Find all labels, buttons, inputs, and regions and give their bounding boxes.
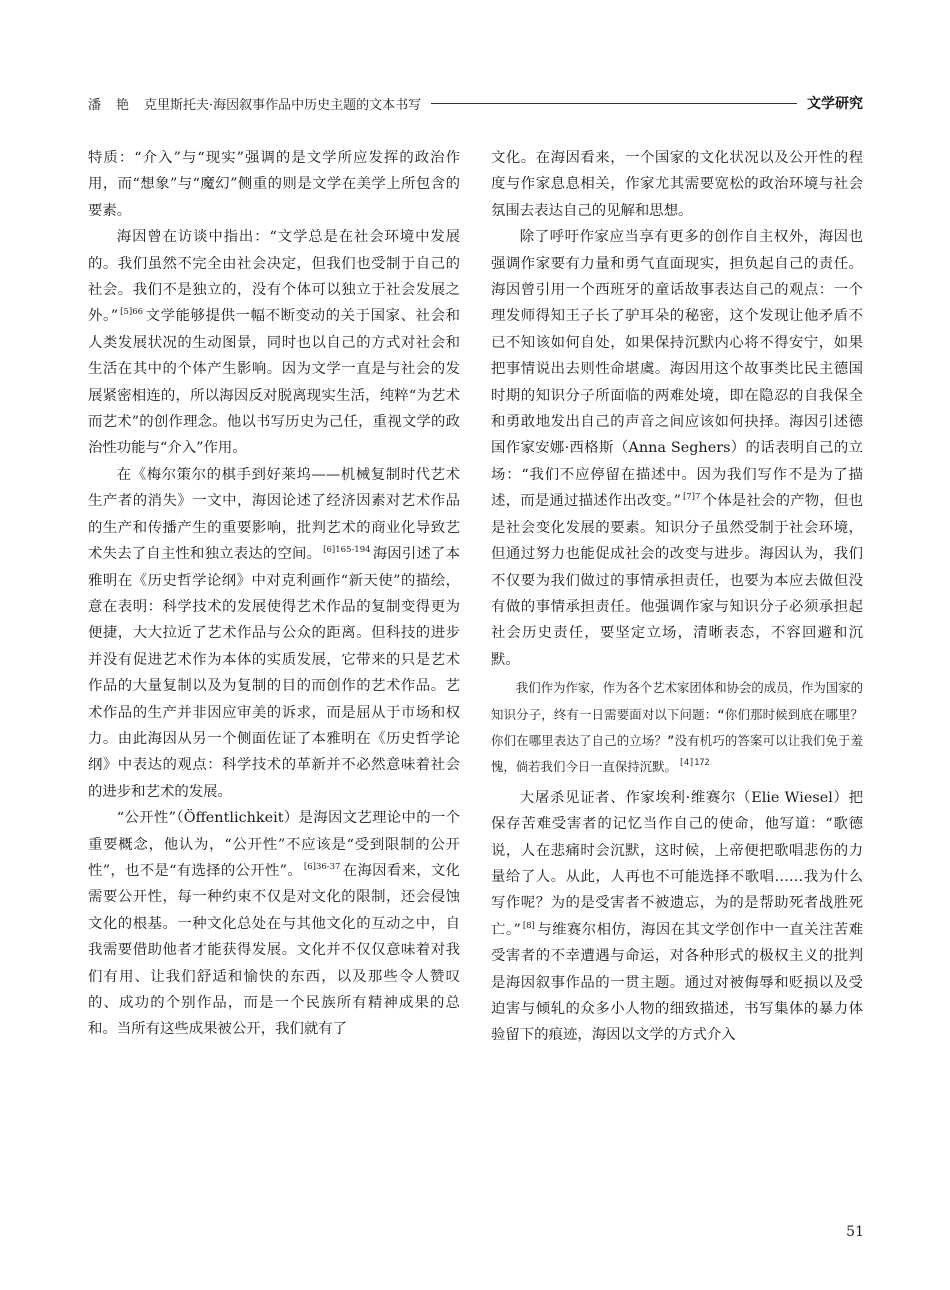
left-column	[88, 145, 460, 1220]
paragraph: 文化。在海因看来，一个国家的文化状况以及公开性的程度与作家息息相关，作家尤其需要宽松的政治环境与社会氛围去表达自己的见解和思想。	[491, 150, 863, 219]
paragraph-text: 个体是社会的产物，但也是社会变化发展的要素。知识分子虽然受制于社会环境，但通过努力也能促成社会的改变与进步。海因认为，我们不仅要为我们做过的事情承担责任，也要为本应去做但没有做的事情承担责任。他强调作家与知识分子必须承担起社会历史责任，要坚定立场，清晰表态，不容回避和沉默。	[491, 493, 863, 668]
citation-marker: [5]66	[120, 307, 144, 318]
paragraph-text: 除了呼吁作家应当享有更多的创作自主权外，海因也强调作家要有力量和勇气直面现实，担负起自己的责任。海因曾引用一个西班牙的童话故事表达自己的观点：一个理发师得知王子长了驴耳朵的秘密，这个发现让他矛盾不已不知该如何自处，如果保持沉默内心将不得安宁，如果把事情说出去则性命堪虞。海因用这个故事类比民主德国时期的知识分子所面临的两难处境，即在隐忍的自我保全和勇敢地发出自己的声音之间应该如何抉择。海因引述德国作家安娜·西格斯（Anna Seghers）的话表明自己的立场：“我们不应停留在描述中。因为我们写作不是为了描述，而是通过描述作出改变。”	[491, 229, 863, 510]
paragraph: 特质：“介入”与“现实”强调的是文学所应发挥的政治作用，而“想象”与“魔幻”侧重的则是文学在美学上所包含的要素。	[88, 150, 460, 219]
citation-marker: [8]	[522, 920, 535, 931]
paragraph	[88, 224, 460, 462]
paragraph-text: 在海因看来，文化需要公开性，每一种约束不仅是对文化的限制，还会侵蚀文化的根基。一种文化总处在与其他文化的互动之中，自我需要借助他者才能获得发展。文化并不仅仅意味着对我们有用、让我们舒适和愉快的东西，以及那些令人赞叹的、成功的个别作品，而是一个民族所有精神成果的总和。当所有这些成果被公开，我们就有了	[88, 862, 460, 1038]
paragraph-text: 在《梅尔策尔的棋手到好莱坞——机械复制时代艺术生产者的消失》一文中，海因论述了经济因素对艺术作品的生产和传播产生的重要影响，批判艺术的商业化导致艺术失去了自主性和独立表达的空间。	[88, 466, 460, 563]
paragraph-text: 海因曾在访谈中指出：“文学总是在社会环境中发展的。我们虽然不完全由社会决定，但我们也受制于自己的社会。我们不是独立的，没有个体可以独立于社会发展之外。”	[88, 229, 460, 325]
paragraph-text: “公开性”（Öffentlichkeit）是海因文艺理论中的一个重要概念，他认为，“公开性”不应该是“受到限制的公开性”，也不是“有选择的公开性”。	[88, 810, 460, 879]
quote-text: 我们作为作家，作为各个艺术家团体和协会的成员，作为国家的知识分子，终有一日需要面对以下问题：“你们那时候到底在哪里？你们在哪里表达了自己的立场？”没有机巧的答案可以让我们免于羞愧，倘若我们今日一直保持沉默。	[491, 680, 863, 775]
paragraph-text: 海因引述了本雅明在《历史哲学论纲》中对克利画作“新天使”的描绘，意在表明：科学技术的发展使得艺术作品的复制变得更为便捷，大大拉近了艺术作品与公众的距离。但科技的进步并没有促进艺术作为本体的实质发展，它带来的只是艺术作品的大量复制以及为复制的目的而创作的艺术作品。艺术作品的生产并非因应审美的诉求，而是屈从于市场和权力。由此海因从另一个侧面佐证了本雅明在《历史哲学论纲》中表达的观点：科学技术的革新并不必然意味着社会的进步和艺术的发展。	[88, 546, 460, 800]
header-article-title: 克里斯托夫·海因叙事作品中历史主题的文本书写	[144, 97, 422, 113]
citation-marker: [6]165-194	[323, 545, 371, 556]
paragraph-text: 与维赛尔相仿，海因在其文学创作中一直关注苦难受害者的不幸遭遇与命运，对各种形式的极权主义的批判是海因叙事作品的一贯主题。通过对被侮辱和贬损以及受迫害与倾轧的众多小人物的细致描述，书写集体的暴力体验留下的痕迹，海因以文学的方式介入	[491, 921, 863, 1044]
block-quote	[491, 675, 863, 781]
header-rule	[431, 103, 797, 104]
header-section-label: 文学研究	[807, 96, 863, 112]
running-header	[88, 93, 863, 113]
paragraph-text: 文学能够提供一幅不断变动的关于国家、社会和人类发展状况的生动图景，同时也以自己的方式对社会和生活在其中的个体产生影响。因为文学一直是与社会的发展紧密相连的，所以海因反对脱离现实生活，纯粹“为艺术而艺术”的创作理念。他以书写历史为己任，重视文学的政治性功能与“介入”作用。	[88, 308, 460, 457]
header-author: 潘 艳	[88, 97, 131, 113]
right-column	[491, 145, 863, 1220]
citation-marker: [7]7	[682, 492, 701, 503]
paragraph	[491, 785, 863, 1049]
paragraph-text: 大屠杀见证者、作家埃利·维赛尔（Elie Wiesel）把保存苦难受害者的记忆当作自己的使命，他写道：“歌德说，人在悲痛时会沉默，这时候，上帝便把歌唱悲伤的力量给了人。从此，人再也不可能选择不歌唱……我为什么写作呢？为的是受害者不被遗忘，为的是帮助死者战胜死亡。”	[491, 789, 863, 938]
citation-marker: [6]36-37	[303, 861, 341, 872]
page-number: 51	[846, 1224, 864, 1240]
paragraph	[88, 805, 460, 1043]
paragraph	[88, 462, 460, 805]
paragraph	[491, 224, 863, 673]
citation-marker: [4]172	[678, 758, 710, 769]
